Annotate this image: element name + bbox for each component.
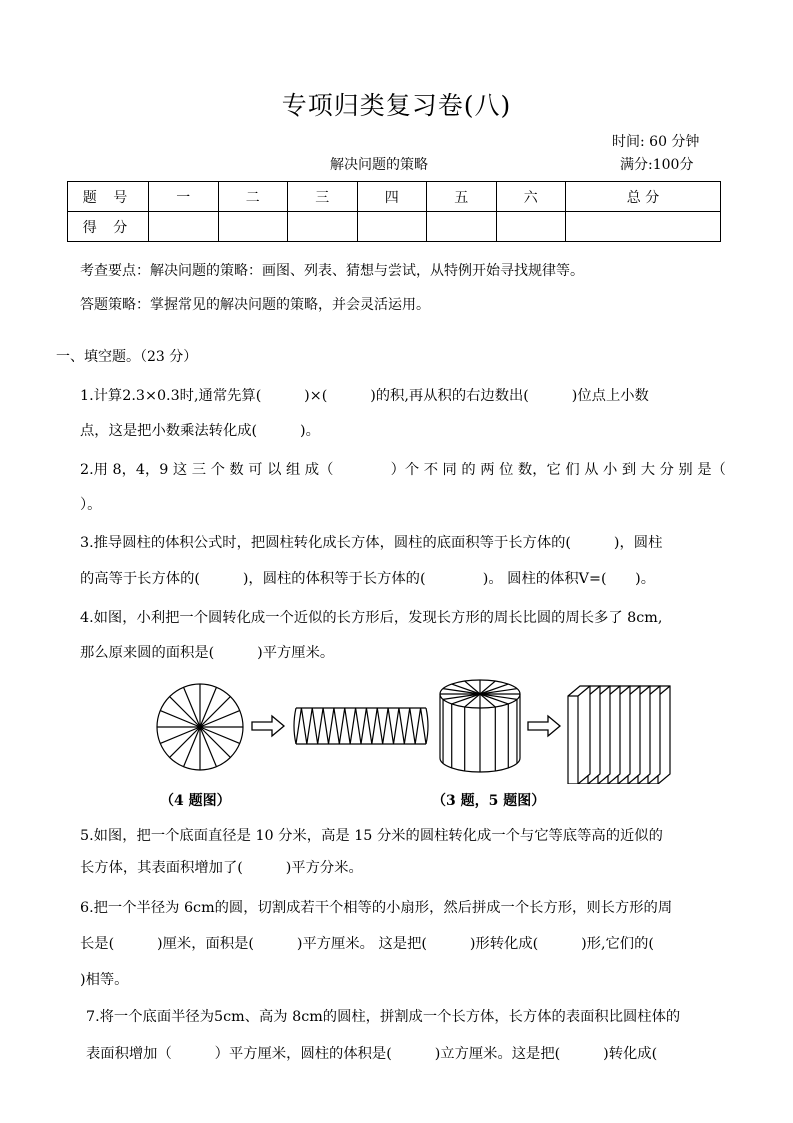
exam-subtitle: 解决问题的策略 xyxy=(330,157,428,173)
page-title: 专项归类复习卷(八) xyxy=(281,91,512,120)
question-line: ）。 xyxy=(80,497,102,513)
table-cell: 六 xyxy=(496,182,566,212)
strategy-figures xyxy=(150,672,750,784)
score-input-cell[interactable] xyxy=(566,212,721,242)
figure-caption-left: （4 题图） xyxy=(160,793,231,809)
cuboid-figure xyxy=(568,686,670,784)
question-line: 5.如图，把一个底面直径是 10 分米，高是 15 分米的圆柱转化成一个与它等底等高的近似的 xyxy=(80,828,663,844)
question-line: 那么原来圆的面积是( )平方厘米。 xyxy=(80,645,335,661)
full-score: 满分:100分 xyxy=(620,157,694,173)
sectored-circle-figure xyxy=(157,684,243,770)
table-cell: 三 xyxy=(288,182,358,212)
question-line: 3.推导圆柱的体积公式时，把圆柱转化成长方体，圆柱的底面积等于长方体的( )，圆柱 xyxy=(80,535,663,551)
exam-time: 时间: 60 分钟 xyxy=(612,134,700,150)
question-line: 6.把一个半径为 6cm的圆，切割成若干个相等的小扇形，然后拼成一个长方形，则长方形的周 xyxy=(80,900,673,916)
table-cell: 题 号 xyxy=(68,182,149,212)
question-line: 4.如图，小利把一个圆转化成一个近似的长方形后，发现长方形的周长比圆的周长多了 8cm, xyxy=(80,610,663,626)
score-input-cell[interactable] xyxy=(496,212,566,242)
question-line: 点，这是把小数乘法转化成( )。 xyxy=(80,423,320,439)
table-row-score xyxy=(68,212,721,242)
table-cell: 四 xyxy=(357,182,427,212)
cylinder-figure xyxy=(440,680,520,772)
question-line: 表面积增加（ ）平方厘米，圆柱的体积是( )立方厘米。这是把( )转化成( xyxy=(86,1046,658,1062)
score-input-cell[interactable] xyxy=(427,212,497,242)
arrow-icon xyxy=(528,716,560,736)
score-table xyxy=(67,181,721,242)
exam-points: 考查要点：解决问题的策略：画图、列表、猜想与尝试，从特例开始寻找规律等。 xyxy=(80,263,584,279)
zigzag-rectangle-figure xyxy=(294,708,428,744)
score-input-cell[interactable] xyxy=(357,212,427,242)
question-line: 1.计算2.3×0.3时,通常先算( )×( )的积,再从积的右边数出( )位点上小数 xyxy=(80,388,649,404)
table-cell: 得 分 xyxy=(68,212,149,242)
figure-caption-right: （3 题，5 题图） xyxy=(432,793,546,809)
arrow-icon xyxy=(252,716,284,736)
score-input-cell[interactable] xyxy=(288,212,358,242)
question-line: 长是( )厘米，面积是( )平方厘米。 这是把( )形转化成( )形,它们的( xyxy=(80,936,654,952)
table-cell: 总 分 xyxy=(566,182,721,212)
table-cell: 二 xyxy=(218,182,288,212)
table-cell: 五 xyxy=(427,182,497,212)
question-line: 2.用 8，4，9 这 三 个 数 可 以 组 成（ ）个 不 同 的 两 位 数，它 们 从 小 到 大 分 别 是（ xyxy=(80,462,726,478)
question-line: 的高等于长方体的( )，圆柱的体积等于长方体的( )。 圆柱的体积V=( )。 xyxy=(80,571,655,587)
question-line: )相等。 xyxy=(80,972,129,988)
question-line: 长方体，其表面积增加了( )平方分米。 xyxy=(80,860,363,876)
question-line: 7.将一个底面半径为5cm、高为 8cm的圆柱，拼割成一个长方体，长方体的表面积比圆柱体的 xyxy=(86,1009,681,1025)
score-input-cell[interactable] xyxy=(149,212,219,242)
table-cell: 一 xyxy=(149,182,219,212)
answer-strategy: 答题策略：掌握常见的解决问题的策略，并会灵活运用。 xyxy=(80,297,430,313)
score-input-cell[interactable] xyxy=(218,212,288,242)
section-heading: 一、填空题。（23 分） xyxy=(56,349,198,365)
table-row-header xyxy=(68,182,721,212)
